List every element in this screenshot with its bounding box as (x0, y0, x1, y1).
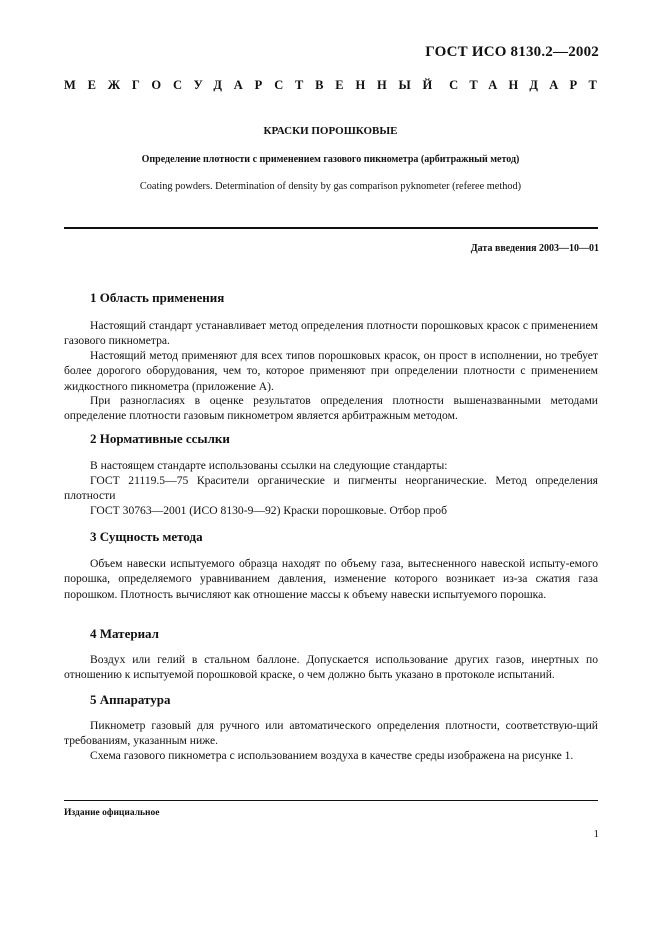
header-divider (64, 227, 598, 229)
document-code: ГОСТ ИСО 8130.2—2002 (425, 44, 599, 60)
section-heading-scope: 1 Область применения (90, 290, 225, 305)
reference-item: ГОСТ 30763—2001 (ИСО 8130-9—92) Краски порошковые. Отбор проб (90, 504, 447, 517)
section-heading-material: 4 Материал (90, 626, 159, 641)
standard-type-banner (64, 78, 608, 93)
paragraph: Настоящий стандарт устанавливает метод определения плотности порошковых красок с применением газового пикнометра. (64, 319, 598, 348)
banner-word-interstate: МЕЖГОСУДАРСТВЕННЫЙ (64, 78, 445, 92)
standard-title-english: Coating powders. Determination of density by gas comparison pyknometer (referee method) (139, 181, 522, 192)
edition-note: Издание официальное (64, 808, 160, 818)
standard-title: КРАСКИ ПОРОШКОВЫЕ (263, 125, 398, 137)
footer-divider (64, 800, 598, 801)
standard-subtitle: Определение плотности с применением газового пикнометра (арбитражный метод) (141, 154, 520, 165)
introduction-date: Дата введения 2003—10—01 (470, 243, 599, 254)
banner-word-standard: СТАНДАРТ (449, 78, 608, 92)
paragraph: Схема газового пикнометра с использованием воздуха в качестве среды изображена на рисунке 1. (90, 749, 574, 762)
paragraph: Объем навески испытуемого образца находят по объему газа, вытесненного навеской испыту-емого порошка, определяемого уравниванием давления, изменение которого возникает из-за сжатия газа порошком. Плотность вычисляют как отношение массы к объему навески испытуемого порошка. (64, 557, 598, 601)
reference-item: ГОСТ 21119.5—75 Красители органические и пигменты неорганические. Метод определения плотности (64, 474, 598, 503)
section-heading-references: 2 Нормативные ссылки (90, 431, 230, 446)
section-heading-essence: 3 Сущность метода (90, 529, 203, 544)
page-number: 1 (593, 828, 599, 840)
paragraph: Настоящий метод применяют для всех типов порошковых красок, он прост в исполнении, но требует более дорогого оборудования, чем то, которое применяют при определении плотности с применением жидкостного пикнометра (приложение А). (64, 349, 598, 393)
section-heading-apparatus: 5 Аппаратура (90, 692, 171, 707)
paragraph: Пикнометр газовый для ручного или автоматического определения плотности, соответствую-щий требованиям, указанным ниже. (64, 719, 598, 748)
paragraph: В настоящем стандарте использованы ссылки на следующие стандарты: (90, 459, 448, 472)
paragraph: При разногласиях в оценке результатов определения плотности вышеназванными методами определение плотности газовым пикнометром является арбитражным методом. (64, 394, 598, 423)
paragraph: Воздух или гелий в стальном баллоне. Допускается использование других газов, инертных по отношению к испытуемой порошковой краске, о чем должно быть указано в протоколе испытаний. (64, 653, 598, 682)
